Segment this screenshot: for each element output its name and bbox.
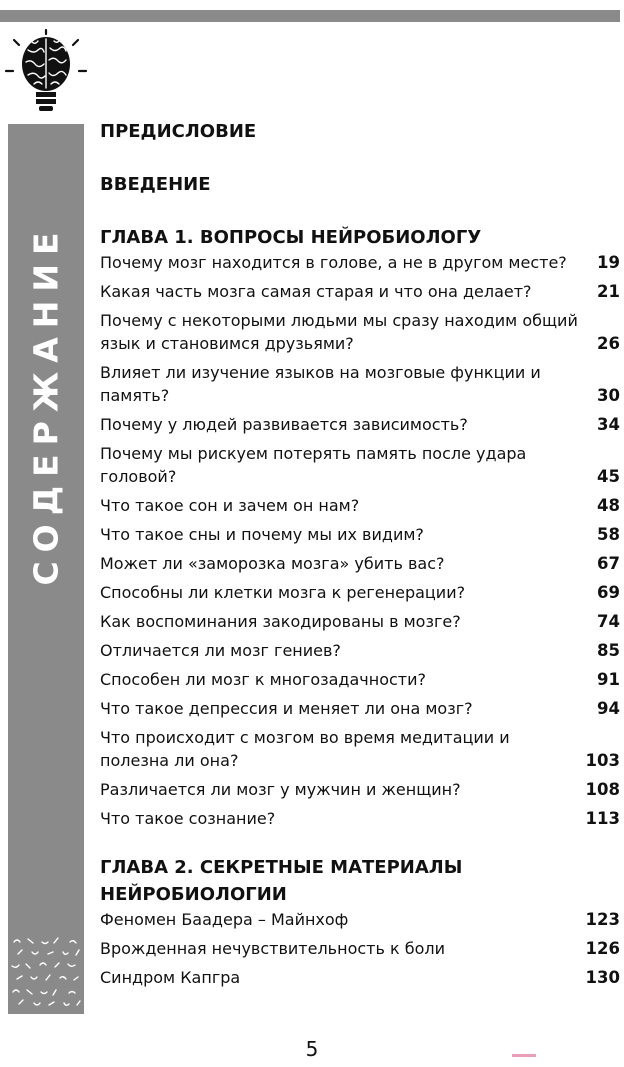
toc-entry-page: 45 — [597, 467, 620, 486]
toc-entry[interactable] — [100, 726, 620, 772]
toc-entry-title: Почему у людей развивается зависимость? — [100, 415, 468, 434]
toc-entry-page: 94 — [597, 699, 620, 718]
toc-entry-page: 69 — [597, 583, 620, 602]
toc-entry-title: Способен ли мозг к многозадачности? — [100, 670, 426, 689]
squiggle-pattern — [8, 934, 84, 1014]
toc-entry-page: 108 — [585, 780, 620, 799]
page-number: 5 — [305, 1037, 319, 1061]
toc-entry-page: 30 — [597, 386, 620, 405]
toc-entry-title: Различается ли мозг у мужчин и женщин? — [100, 780, 461, 799]
toc-entry[interactable] — [100, 778, 620, 801]
toc-entry-title: Почему с некоторыми людьми мы сразу находим общий язык и становимся друзьями? — [100, 311, 578, 353]
toc-entry[interactable] — [100, 413, 620, 436]
preface-heading[interactable]: ПРЕДИСЛОВИЕ — [100, 121, 257, 142]
toc-entry[interactable] — [100, 697, 620, 720]
toc-entry[interactable] — [100, 309, 620, 355]
toc-entry-title: Почему мозг находится в голове, а не в другом месте? — [100, 253, 567, 272]
chapter2-heading[interactable]: ГЛАВА 2. СЕКРЕТНЫЕ МАТЕРИАЛЫ НЕЙРОБИОЛОГИИ — [100, 857, 463, 905]
toc-entry-page: 21 — [597, 282, 620, 301]
toc-entry[interactable] — [100, 807, 620, 830]
toc-entry-page: 26 — [597, 334, 620, 353]
chapter1-heading[interactable]: ГЛАВА 1. ВОПРОСЫ НЕЙРОБИОЛОГУ — [100, 227, 482, 248]
toc-entry-page: 74 — [597, 612, 620, 631]
side-bar — [8, 124, 84, 1014]
toc-entry-page: 58 — [597, 525, 620, 544]
toc-entry-page: 34 — [597, 415, 620, 434]
chapter1-entries — [100, 251, 620, 830]
toc-entry-page: 91 — [597, 670, 620, 689]
toc-entry[interactable] — [100, 442, 620, 488]
toc-entry-title: Что такое сон и зачем он нам? — [100, 496, 360, 515]
toc-entry[interactable] — [100, 937, 620, 960]
toc-entry[interactable] — [100, 523, 620, 546]
side-title-wrap — [8, 124, 84, 684]
toc-entry-page: 19 — [597, 253, 620, 272]
toc-entry-page: 126 — [585, 939, 620, 958]
toc-entry-page: 85 — [597, 641, 620, 660]
toc-entry-title: Феномен Баадера – Майнхоф — [100, 910, 349, 929]
toc-entry[interactable] — [100, 280, 620, 303]
toc-entry-page: 103 — [585, 751, 620, 770]
toc-entry-page: 123 — [585, 910, 620, 929]
toc-entry[interactable] — [100, 552, 620, 575]
table-of-contents — [100, 116, 620, 995]
toc-entry[interactable] — [100, 966, 620, 989]
toc-entry-page: 130 — [585, 968, 620, 987]
toc-entry-title: Почему мы рискуем потерять память после удара головой? — [100, 444, 527, 486]
toc-entry-page: 67 — [597, 554, 620, 573]
toc-entry-title: Может ли «заморозка мозга» убить вас? — [100, 554, 445, 573]
toc-entry-title: Отличается ли мозг гениев? — [100, 641, 341, 660]
toc-entry[interactable] — [100, 639, 620, 662]
toc-entry[interactable] — [100, 668, 620, 691]
toc-entry-title: Влияет ли изучение языков на мозговые функции и память? — [100, 363, 541, 405]
toc-entry-title: Что происходит с мозгом во время медитации и полезна ли она? — [100, 728, 510, 770]
toc-entry-page: 48 — [597, 496, 620, 515]
toc-entry[interactable] — [100, 610, 620, 633]
toc-entry-page: 113 — [585, 809, 620, 828]
toc-entry[interactable] — [100, 908, 620, 931]
toc-entry[interactable] — [100, 361, 620, 407]
introduction-heading[interactable]: ВВЕДЕНИЕ — [100, 174, 211, 195]
toc-entry-title: Какая часть мозга самая старая и что она делает? — [100, 282, 532, 301]
page-mark — [512, 1054, 536, 1067]
toc-entry-title: Что такое депрессия и меняет ли она мозг? — [100, 699, 473, 718]
toc-entry[interactable] — [100, 494, 620, 517]
toc-entry-title: Синдром Капгра — [100, 968, 241, 987]
toc-entry-title: Что такое сны и почему мы их видим? — [100, 525, 424, 544]
top-bar — [0, 10, 620, 22]
toc-entry-title: Как воспоминания закодированы в мозге? — [100, 612, 461, 631]
toc-entry[interactable] — [100, 581, 620, 604]
side-title: СОДЕРЖАНИЕ — [26, 222, 66, 586]
brain-lightbulb-icon — [4, 28, 88, 112]
toc-entry[interactable] — [100, 251, 620, 274]
toc-entry-title: Что такое сознание? — [100, 809, 276, 828]
toc-entry-title: Способны ли клетки мозга к регенерации? — [100, 583, 466, 602]
chapter2-entries — [100, 908, 620, 989]
toc-entry-title: Врожденная нечувствительность к боли — [100, 939, 446, 958]
